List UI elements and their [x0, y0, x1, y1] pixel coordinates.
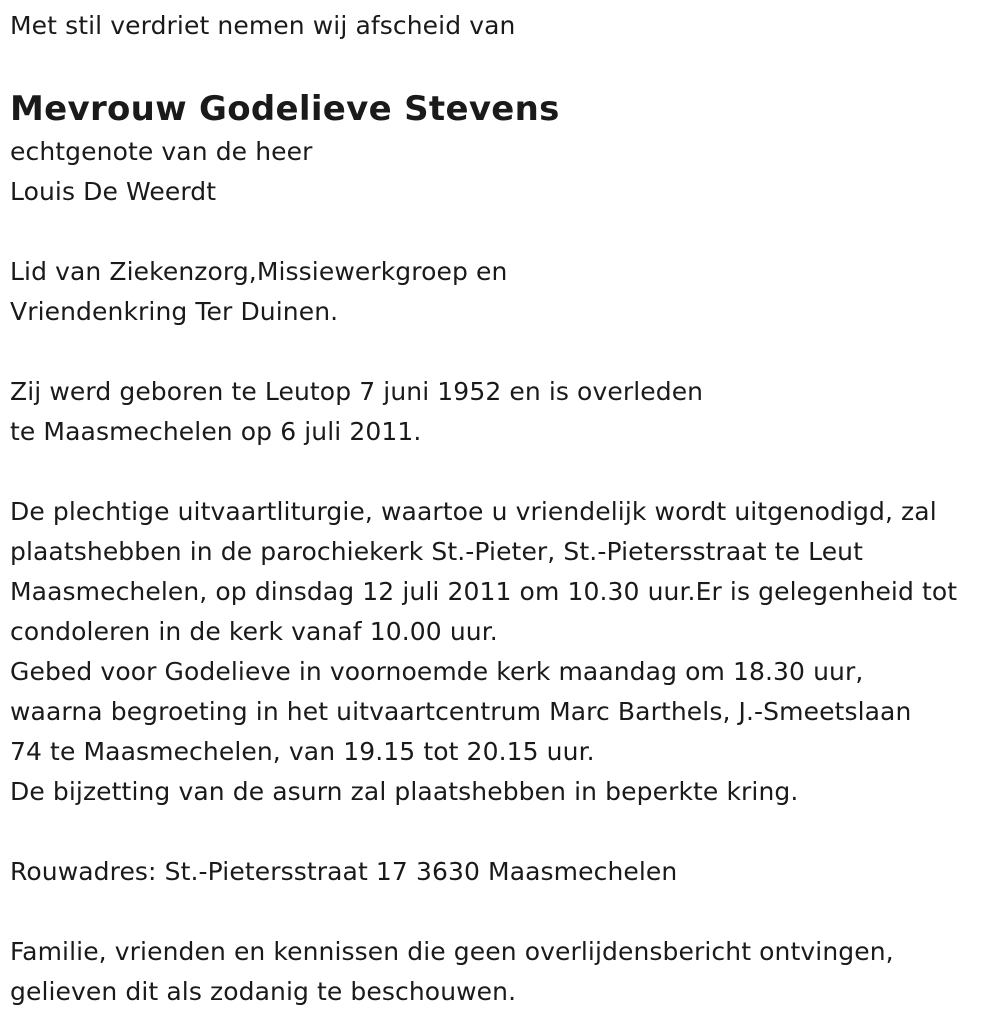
spacer: [10, 212, 995, 252]
spacer: [10, 812, 995, 852]
closing-line-2: gelieven dit als zodanig te beschouwen.: [10, 977, 517, 1006]
ceremony-line: De bijzetting van de asurn zal plaatshebben in beperkte kring.: [10, 777, 799, 806]
ceremony-line: Maasmechelen, op dinsdag 12 juli 2011 om 10.30 uur.Er is gelegenheid tot: [10, 577, 958, 606]
spouse-line-1: echtgenote van de heer: [10, 137, 313, 166]
membership-line-1: Lid van Ziekenzorg,Missiewerkgroep en: [10, 257, 508, 286]
spacer: [10, 892, 995, 932]
spacer: [10, 332, 995, 372]
intro-text: Met stil verdriet nemen wij afscheid van: [10, 11, 516, 40]
ceremony-line: waarna begroeting in het uitvaartcentrum Marc Barthels, J.-Smeetslaan: [10, 697, 912, 726]
ceremony-line: plaatshebben in de parochiekerk St.-Pieter, St.-Pietersstraat te Leut: [10, 537, 864, 566]
ceremony-details: [10, 492, 995, 812]
ceremony-line: De plechtige uitvaartliturgie, waartoe u vriendelijk wordt uitgenodigd, zal: [10, 497, 937, 526]
birth-death-line-2: te Maasmechelen op 6 juli 2011.: [10, 417, 422, 446]
birth-death-line-1: Zij werd geboren te Leutop 7 juni 1952 en is overleden: [10, 377, 704, 406]
ceremony-line: 74 te Maasmechelen, van 19.15 tot 20.15 uur.: [10, 737, 595, 766]
mourning-address: Rouwadres: St.-Pietersstraat 17 3630 Maasmechelen: [10, 857, 678, 886]
membership-line-2: Vriendenkring Ter Duinen.: [10, 297, 339, 326]
deceased-name: Mevrouw Godelieve Stevens: [10, 89, 560, 129]
spacer: [10, 452, 995, 492]
spouse-line-2: Louis De Weerdt: [10, 177, 217, 206]
obituary-notice: [10, 0, 995, 1012]
ceremony-line: condoleren in de kerk vanaf 10.00 uur.: [10, 617, 498, 646]
ceremony-line: Gebed voor Godelieve in voornoemde kerk maandag om 18.30 uur,: [10, 657, 864, 686]
closing-line-1: Familie, vrienden en kennissen die geen overlijdensbericht ontvingen,: [10, 937, 894, 966]
